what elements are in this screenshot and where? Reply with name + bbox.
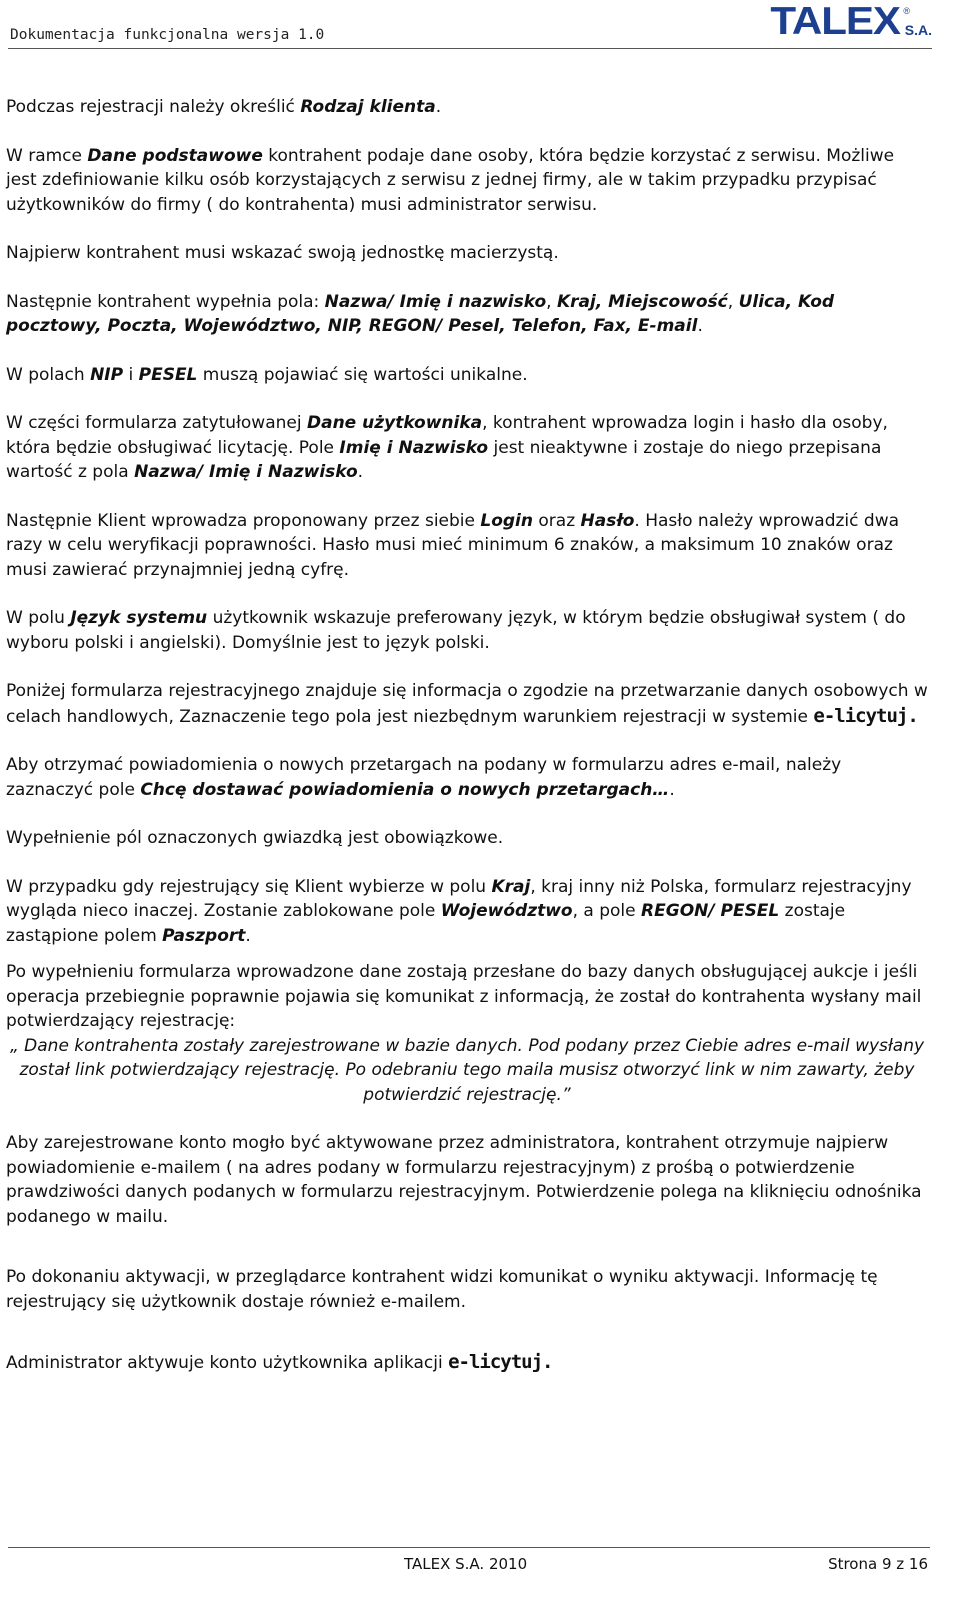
paragraph-user-data: W części formularza zatytułowanej Dane użytkownika, kontrahent wprowadza login i hasło dla osoby, która będzie obsługiwać licytację. Pole Imię i Nazwisko jest nieaktywne i zostaje do niego przepisana wartość z pola Nazwa/ Imię i Nazwisko. <box>6 413 888 482</box>
term-client-type: Rodzaj klienta <box>300 97 436 117</box>
paragraph-activation-result: Po dokonaniu aktywacji, w przeglądarce kontrahent widzi komunikat o wyniku aktywacji. Informację tę rejestrujący się użytkownik dostaje również e-mailem. <box>6 1267 878 1312</box>
logo-suffix: S.A. <box>904 22 932 38</box>
paragraph-basic-data: W ramce Dane podstawowe kontrahent podaje dane osoby, która będzie korzystać z serwisu. Możliwe jest zdefiniowanie kilku osób korzystających z serwisu z jednej firmy, ale w takim przypadku przypisać użytkowników do firmy ( do kontrahenta) musi administrator serwisu. <box>6 145 895 215</box>
page-header <box>8 0 932 49</box>
footer-company: TALEX S.A. 2010 <box>404 1555 528 1573</box>
talex-logo <box>772 2 932 42</box>
paragraph-parent-unit: Najpierw kontrahent musi wskazać swoją jednostkę macierzystą. <box>6 243 559 263</box>
paragraph-fields: Następnie kontrahent wypełnia pola: Nazwa/ Imię i nazwisko, Kraj, Miejscowość, Ulica, Kod pocztowy, Poczta, Województwo, NIP, REGON/ Pesel, Telefon, Fax, E-mail. <box>6 291 835 336</box>
logo-text: TALEX <box>770 0 900 43</box>
page-number: Strona 9 z 16 <box>828 1555 928 1573</box>
paragraph-foreign-country: W przypadku gdy rejestrujący się Klient wybierze w polu Kraj, kraj inny niż Polska, formularz rejestracyjny wygląda nieco inaczej. Zostanie zablokowane pole Województwo, a pole REGON/ PESEL zostaje zastąpione polem Paszport. <box>6 876 912 946</box>
brand-e-licytuj: e-licytuj. <box>448 1351 553 1373</box>
paragraph-client-type: Podczas rejestracji należy określić Rodzaj klienta. <box>6 97 442 117</box>
paragraph-submission: Po wypełnieniu formularza wprowadzone dane zostają przesłane do bazy danych obsługującej aukcje i jeśli operacja przebiegnie poprawnie pojawia się komunikat z informacją, że został do kontrahenta wysłany mail potwierdzający rejestrację: <box>6 962 922 1031</box>
paragraph-required-fields: Wypełnienie pól oznaczonych gwiazdką jest obowiązkowe. <box>6 828 504 848</box>
confirmation-message-quote: „ Dane kontrahenta zostały zarejestrowane w bazie danych. Pod podany przez Ciebie adres e-mail wysłany został link potwierdzający rejestrację. Po odebraniu tego maila musisz otworzyć link w nim zawarty, żeby potwierdzić rejestrację.” <box>9 1035 925 1105</box>
document-body <box>6 95 928 1376</box>
brand-e-licytuj: e-licytuj. <box>813 704 918 727</box>
page-footer <box>8 1547 930 1574</box>
paragraph-unique-values: W polach NIP i PESEL muszą pojawiać się wartości unikalne. <box>6 364 528 385</box>
paragraph-system-language: W polu Język systemu użytkownik wskazuje preferowany język, w którym będzie obsługiwał system ( do wyboru polski i angielski). Domyślnie jest to język polski. <box>6 608 906 653</box>
paragraph-login-password: Następnie Klient wprowadza proponowany przez siebie Login oraz Hasło. Hasło należy wprowadzić dwa razy w celu weryfikacji poprawności. Hasło musi mieć minimum 6 znaków, a maksimum 10 znaków oraz musi zawierać przynajmniej jedną cyfrę. <box>6 510 900 580</box>
term-basic-data: Dane podstawowe <box>87 145 263 166</box>
document-title: Dokumentacja funkcjonalna wersja 1.0 <box>10 27 325 43</box>
logo-registered-mark: ® <box>903 6 910 16</box>
paragraph-activation-email: Aby zarejestrowane konto mogło być aktywowane przez administratora, kontrahent otrzymuje najpierw powiadomienie e-mailem ( na adres podany w formularzu rejestracyjnym) z prośbą o potwierdzenie prawdziwości danych podanych w formularzu rejestracyjnym. Potwierdzenie polega na kliknięciu odnośnika podanego w mailu. <box>6 1133 922 1227</box>
paragraph-data-consent: Poniżej formularza rejestracyjnego znajduje się informacja o zgodzie na przetwarzanie danych osobowych w celach handlowych, Zaznaczenie tego pola jest niezbędnym warunkiem rejestracji w systemie e-licytuj. <box>6 681 928 727</box>
paragraph-notifications: Aby otrzymać powiadomienia o nowych przetargach na podany w formularzu adres e-mail, należy zaznaczyć pole Chcę dostawać powiadomienia o nowych przetargach…. <box>6 755 842 800</box>
paragraph-admin-activation: Administrator aktywuje konto użytkownika aplikacji e-licytuj. <box>6 1351 553 1373</box>
